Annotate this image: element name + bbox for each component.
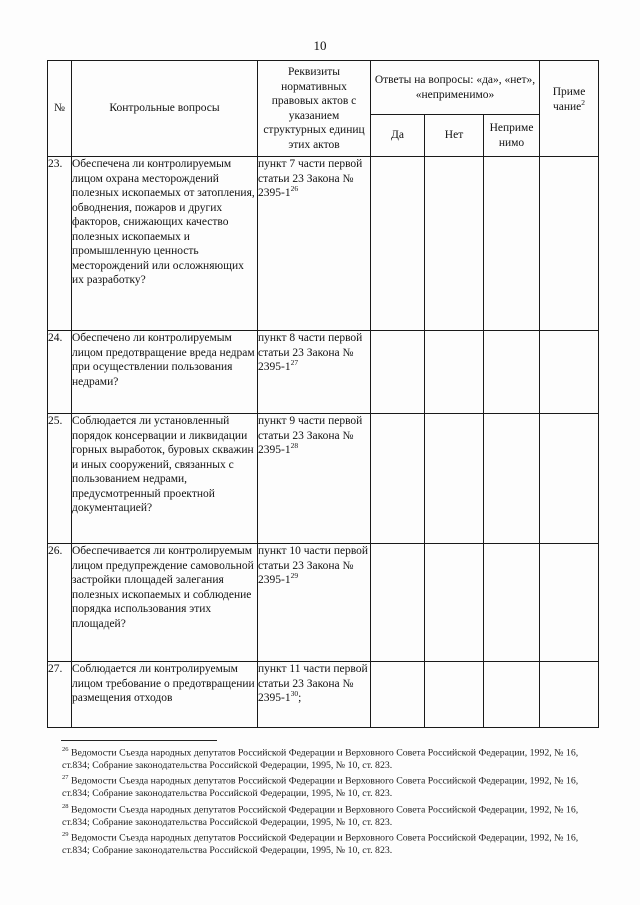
remark-cell[interactable] bbox=[540, 331, 599, 414]
row-reference-tail: ; bbox=[298, 692, 302, 704]
footnote-divider bbox=[61, 740, 217, 741]
row-reference bbox=[258, 157, 371, 331]
header-remark bbox=[540, 61, 599, 157]
header-no: Нет bbox=[425, 115, 484, 157]
row-reference-text: пункт 8 части первой статьи 23 Закона № 2395-1 bbox=[258, 332, 363, 373]
page-number: 10 bbox=[313, 38, 327, 53]
footnote-text: Ведомости Съезда народных депутатов Российской Федерации и Верховного Совета Российской Федерации, 1992, № 16, ст.834; Собрание законодательства Российской Федерации, 1995, № 10, ст. 823. bbox=[62, 775, 579, 800]
answer-yes-cell[interactable] bbox=[371, 157, 425, 331]
answer-yes-cell[interactable] bbox=[371, 331, 425, 414]
header-remark-text: Приме чание bbox=[552, 86, 586, 113]
footnote bbox=[62, 772, 602, 800]
answer-no-cell[interactable] bbox=[425, 331, 484, 414]
footnotes bbox=[62, 744, 602, 858]
remark-cell[interactable] bbox=[540, 157, 599, 331]
answer-no-cell[interactable] bbox=[425, 157, 484, 331]
row-reference bbox=[258, 544, 371, 662]
row-reference bbox=[258, 662, 371, 728]
header-row-top bbox=[48, 61, 599, 115]
row-reference-footnote: 29 bbox=[290, 571, 299, 581]
answer-na-cell[interactable] bbox=[484, 414, 540, 544]
header-answers: Ответы на вопросы: «да», «нет», «неприменимо» bbox=[371, 61, 540, 115]
answer-yes-cell[interactable] bbox=[371, 544, 425, 662]
remark-cell[interactable] bbox=[540, 414, 599, 544]
header-num: № bbox=[48, 61, 72, 157]
row-reference-footnote: 30 bbox=[290, 689, 299, 699]
row-reference-text: пункт 7 части первой статьи 23 Закона № 2395-1 bbox=[258, 158, 363, 199]
checklist-table bbox=[47, 60, 599, 728]
row-reference bbox=[258, 414, 371, 544]
row-question: Обеспечивается ли контролируемым лицом предупреждение самовольной застройки площадей залегания полезных ископаемых и соблюдение порядка использования этих площадей? bbox=[72, 544, 258, 662]
row-number: 27. bbox=[48, 662, 72, 728]
remark-cell[interactable] bbox=[540, 544, 599, 662]
table-row bbox=[48, 544, 599, 662]
row-question: Обеспечено ли контролируемым лицом предотвращение вреда недрам при осуществлении пользования недрами? bbox=[72, 331, 258, 414]
answer-no-cell[interactable] bbox=[425, 544, 484, 662]
answer-no-cell[interactable] bbox=[425, 662, 484, 728]
row-reference-footnote: 26 bbox=[290, 184, 299, 194]
row-question: Обеспечена ли контролируемым лицом охрана месторождений полезных ископаемых от затопления, обводнения, пожаров и других факторов, снижающих качество полезных ископаемых и промышленную ценность месторождений или осложняющих их разработку? bbox=[72, 157, 258, 331]
row-number: 23. bbox=[48, 157, 72, 331]
row-reference-text: пункт 11 части первой статьи 23 Закона № 2395-1 bbox=[258, 663, 368, 704]
header-yes: Да bbox=[371, 115, 425, 157]
row-number: 26. bbox=[48, 544, 72, 662]
row-reference-text: пункт 10 части первой статьи 23 Закона № 2395-1 bbox=[258, 545, 369, 586]
row-reference-footnote: 28 bbox=[290, 441, 299, 451]
header-requisites: Реквизиты нормативных правовых актов с указанием структурных единиц этих актов bbox=[258, 61, 371, 157]
answer-yes-cell[interactable] bbox=[371, 662, 425, 728]
row-question: Соблюдается ли установленный порядок консервации и ликвидации горных выработок, буровых скважин и иных сооружений, связанных с пользованием недрами, предусмотренный проектной документацией? bbox=[72, 414, 258, 544]
footnote-number: 27 bbox=[62, 774, 69, 782]
footnote-text: Ведомости Съезда народных депутатов Российской Федерации и Верховного Совета Российской Федерации, 1992, № 16, ст.834; Собрание законодательства Российской Федерации, 1995, № 10, ст. 823. bbox=[62, 804, 579, 828]
answer-na-cell[interactable] bbox=[484, 544, 540, 662]
footnote-text: Ведомости Съезда народных депутатов Российской Федерации и Верховного Совета Российской Федерации, 1992, № 16, ст.834; Собрание законодательства Российской Федерации, 1995, № 10, ст. 823. bbox=[62, 832, 579, 857]
header-questions: Контрольные вопросы bbox=[72, 61, 258, 157]
row-reference bbox=[258, 331, 371, 414]
row-question: Соблюдается ли контролируемым лицом требование о предотвращении размещения отходов bbox=[72, 662, 258, 728]
footnote-number: 26 bbox=[62, 746, 69, 753]
table-row bbox=[48, 331, 599, 414]
header-remark-footnote: 2 bbox=[581, 97, 586, 107]
answer-yes-cell[interactable] bbox=[371, 414, 425, 544]
table-row bbox=[48, 662, 599, 728]
footnote-text: Ведомости Съезда народных депутатов Российской Федерации и Верховного Совета Российской Федерации, 1992, № 16, ст.834; Собрание законодательства Российской Федерации, 1995, № 10, ст. 823. bbox=[62, 747, 579, 771]
header-na: Неприме нимо bbox=[484, 115, 540, 157]
footnote-number: 28 bbox=[62, 802, 69, 810]
footnote bbox=[62, 801, 602, 829]
answer-no-cell[interactable] bbox=[425, 414, 484, 544]
footnote-number: 29 bbox=[62, 831, 69, 839]
answer-na-cell[interactable] bbox=[484, 331, 540, 414]
table-row bbox=[48, 414, 599, 544]
answer-na-cell[interactable] bbox=[484, 157, 540, 331]
row-reference-footnote: 27 bbox=[290, 358, 299, 368]
table-row bbox=[48, 157, 599, 331]
row-number: 24. bbox=[48, 331, 72, 414]
answer-na-cell[interactable] bbox=[484, 662, 540, 728]
remark-cell[interactable] bbox=[540, 662, 599, 728]
footnote bbox=[62, 744, 602, 772]
row-reference-text: пункт 9 части первой статьи 23 Закона № 2395-1 bbox=[258, 415, 363, 456]
row-number: 25. bbox=[48, 414, 72, 544]
footnote bbox=[62, 829, 602, 857]
